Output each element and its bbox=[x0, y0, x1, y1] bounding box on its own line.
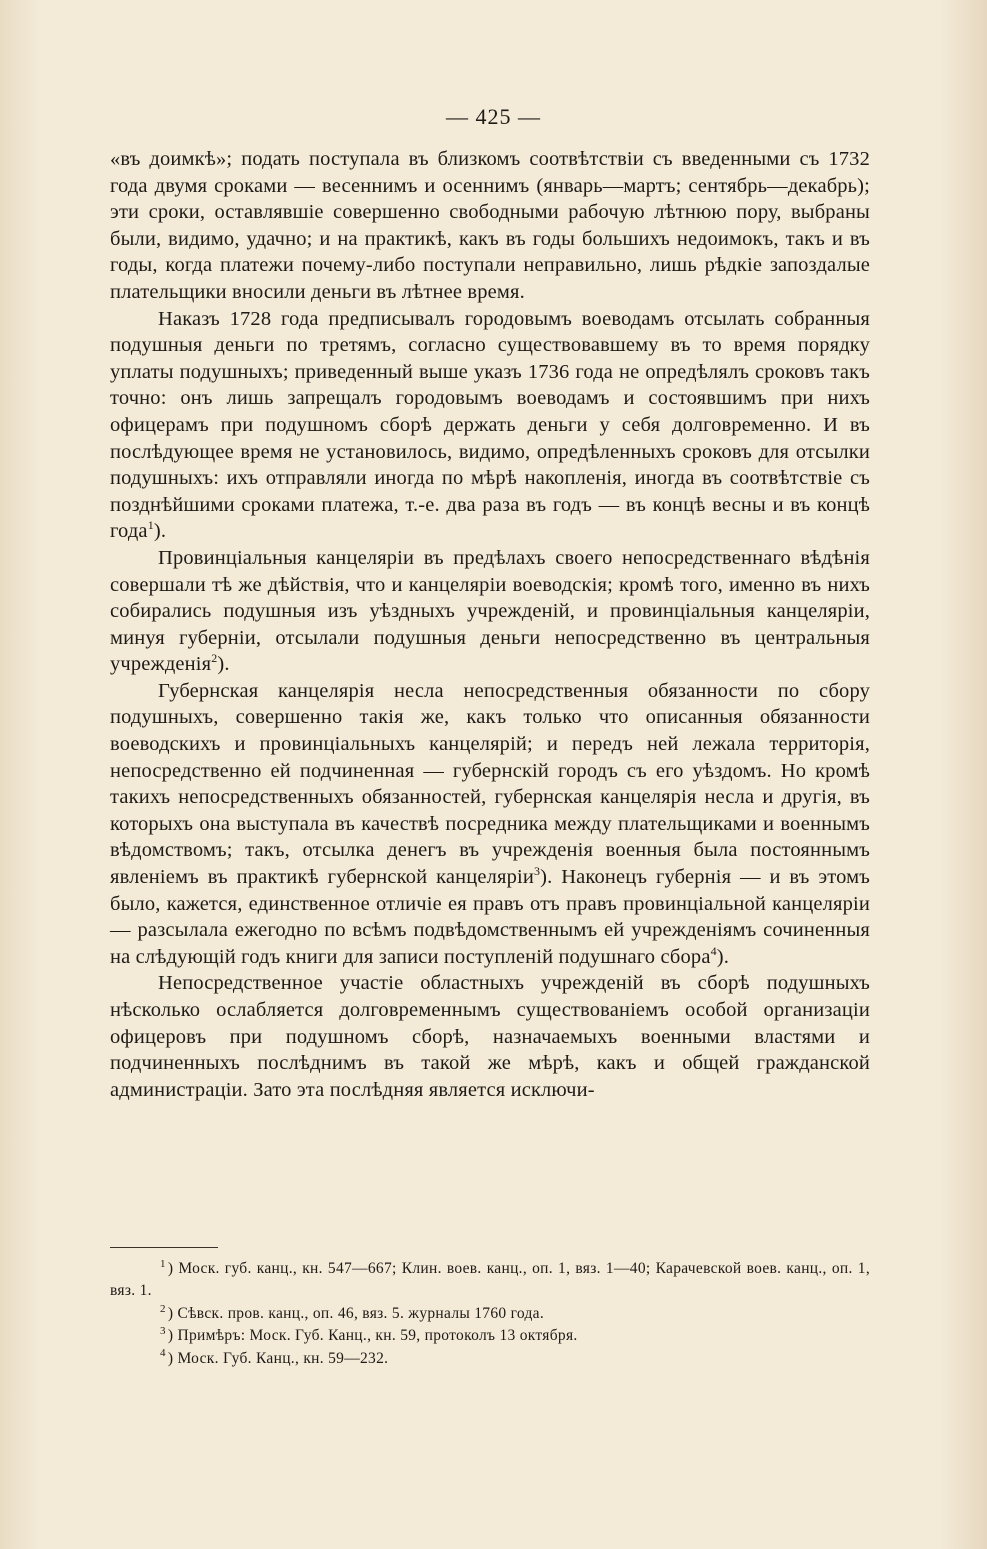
footnotes bbox=[110, 1258, 870, 1370]
paragraph-3-text: Провинціальныя канцеляріи въ предѣлахъ своего непосредственнаго вѣдѣнія совершали тѣ же дѣйствія, что и канцеляріи воеводскія; кромѣ того, именно въ нихъ собирались подушныя изъ уѣздныхъ учрежденій, и провинціальныя канцеляріи, минуя губерніи, отсылали подушныя деньги непосредственно въ центральныя учрежденія bbox=[110, 546, 870, 676]
footnote-2 bbox=[110, 1303, 870, 1325]
footnote-3-mark: 3 bbox=[160, 1325, 166, 1338]
page-number: — 425 — bbox=[446, 104, 541, 129]
paragraph-4 bbox=[110, 678, 870, 971]
paragraph-4-tail-2: ). bbox=[716, 945, 729, 968]
footnote-2-text: ) Сѣвск. пров. канц., оп. 46, вяз. 5. журналы 1760 года. bbox=[167, 1304, 545, 1322]
paragraph-3 bbox=[110, 545, 870, 678]
footnote-4-text: ) Моск. Губ. Канц., кн. 59—232. bbox=[167, 1349, 389, 1367]
paragraph-2-text: Наказъ 1728 года предписывалъ городовымъ воеводамъ отсылать собранныя подушныя деньги по третямъ, согласно существовавшему въ то время порядку уплаты подушныхъ; приведенный выше указъ 1736 года не опредѣлялъ сроковъ такъ точно: онъ лишь запрещалъ городовымъ воеводамъ и состоявшимъ при нихъ офицерамъ при подушномъ сборѣ держать деньги у себя долговременно. И въ послѣдующее время не установилось, видимо, опредѣленныхъ сроковъ для отсылки подушныхъ: ихъ отправляли иногда по мѣрѣ накопленія, иногда въ соотвѣтствіе съ позднѣйшими сроками платежа, т.-е. два раза въ годъ — въ концѣ весны и въ концѣ года bbox=[110, 307, 870, 543]
footnote-divider bbox=[110, 1247, 218, 1248]
footnote-3-text: ) Примѣръ: Моск. Губ. Канц., кн. 59, протоколъ 13 октября. bbox=[167, 1327, 578, 1345]
footnote-1 bbox=[110, 1258, 870, 1303]
paragraph-2 bbox=[110, 306, 870, 545]
paragraph-2-tail: ). bbox=[153, 520, 167, 543]
footnote-4 bbox=[110, 1348, 870, 1370]
footnote-4-mark: 4 bbox=[160, 1347, 166, 1360]
footnote-1-text: ) Моск. губ. канц., кн. 547—667; Клин. воев. канц., оп. 1, вяз. 1—40; Карачевской воев. канц., оп. 1, вяз. 1. bbox=[110, 1260, 870, 1300]
footnote-ref-4: 4 bbox=[710, 943, 717, 958]
paragraph-3-tail: ). bbox=[217, 653, 230, 676]
paragraph-1-text: «въ доимкѣ»; подать поступала въ близкомъ соотвѣтствіи съ введенными съ 1732 года двумя сроками — весеннимъ и осеннимъ (январь—мартъ; сентябрь—декабрь); эти сроки, оставлявшіе совершенно свободными рабочую лѣтнюю пору, выбраны были, видимо, удачно; и на практикѣ, какъ въ годы большихъ недоимокъ, такъ и въ годы, когда платежи почему-либо поступали неправильно, лишь рѣдкіе запоздалые плательщики вносили деньги въ лѣтнее время. bbox=[110, 148, 870, 303]
main-text bbox=[110, 146, 870, 1103]
paragraph-4-tail: ). Наконецъ губернія — и въ этомъ было, кажется, единственное отличіе ея правъ отъ правъ провинціальной канцеляріи — разсылала ежегодно по всѣмъ подвѣдомственнымъ ей учрежденіямъ сочиненныя на слѣдующій годъ книги для записи поступленій подушнаго сбора bbox=[110, 866, 870, 968]
footnote-ref-3: 3 bbox=[533, 864, 541, 879]
paragraph-4-text: Губернская канцелярія несла непосредственныя обязанности по сбору подушныхъ, совершенно такія же, какъ только что описанныя обязанности воеводскихъ и провинціальныхъ канцелярій; и передъ ней лежала территорія, непосредственно ей подчиненная — губернскій городъ съ его уѣздомъ. Но кромѣ такихъ непосредственныхъ обязанностей, губернская канцелярія несла и другія, въ которыхъ она выступала въ качествѣ посредника между плательщиками и военнымъ вѣдомствомъ; такъ, отсылка денегъ въ учрежденія военныя была постояннымъ явленіемъ въ практикѣ губернской канцеляріи bbox=[110, 679, 870, 889]
footnote-ref-2: 2 bbox=[211, 651, 218, 666]
footnote-3 bbox=[110, 1325, 870, 1347]
paragraph-1 bbox=[110, 146, 870, 306]
footnote-2-mark: 2 bbox=[160, 1302, 166, 1315]
footnote-1-mark: 1 bbox=[160, 1257, 166, 1270]
paragraph-5-text: Непосредственное участіе областныхъ учрежденій въ сборѣ подушныхъ нѣсколько ослабляется долговременнымъ существованіемъ особой организаціи офицеровъ при подушномъ сборѣ, назначаемыхъ военными властями и подчиненныхъ послѣднимъ въ такой же мѣрѣ, какъ и общей гражданской администраціи. Зато эта послѣдняя является исключи- bbox=[110, 972, 870, 1101]
footnote-ref-1: 1 bbox=[147, 518, 154, 533]
paragraph-5 bbox=[110, 970, 870, 1103]
